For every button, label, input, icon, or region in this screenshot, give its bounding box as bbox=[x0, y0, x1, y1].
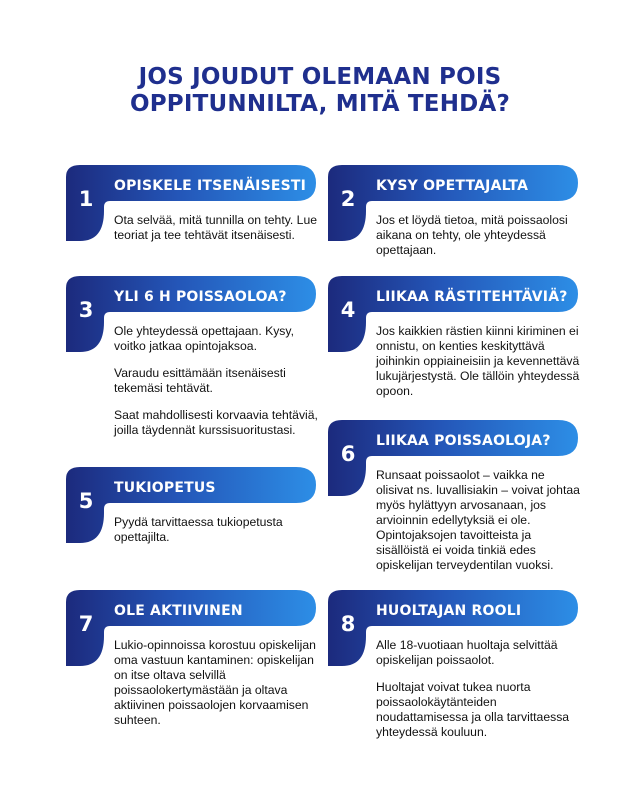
step-heading: OLE AKTIIVINEN bbox=[114, 603, 243, 619]
step-paragraph: Runsaat poissaolot – vaikka ne olisivat ns. luvallisiakin – voivat johtaa myös hylättyyn arvosanaan, jos arvioinnin edellytyksiä ei ole. Opintojaksojen tavoitteista ja sisällöistä ei voida tinkiä edes opiskelijan terveydentilan vuoksi. bbox=[376, 468, 580, 572]
step-number: 8 bbox=[340, 612, 356, 636]
step-heading: TUKIOPETUS bbox=[114, 480, 216, 496]
step-paragraph: Jos kaikkien rästien kiinni kiriminen ei onnistu, on kenties keskityttävä joihinkin oppiaineisiin ja kevennettävä lukujärjestystä. Ole tällöin yhteydessä opoon. bbox=[376, 324, 580, 398]
step-number: 5 bbox=[78, 489, 94, 513]
step-body bbox=[376, 468, 580, 573]
step-paragraph: Ota selvää, mitä tunnilla on tehty. Lue teoriat ja tee tehtävät itsenäisesti. bbox=[114, 213, 318, 242]
step-number: 6 bbox=[340, 442, 356, 466]
step-paragraph: Jos et löydä tietoa, mitä poissaolosi aikana on tehty, ole yhteydessä opettajaan. bbox=[376, 213, 568, 257]
step-body bbox=[114, 213, 318, 243]
step-paragraph: Saat mahdollisesti korvaavia tehtäviä, joilla täydennät kurssisuoritustasi. bbox=[114, 408, 318, 437]
step-body bbox=[376, 213, 580, 258]
step-paragraph: Lukio-opinnoissa korostuu opiskelijan oma vastuun kantaminen: opiskelijan on itse oltava selvillä poissaolokertymästään ja oltava aktiivinen poissaolojen korvaamisen suhteen. bbox=[114, 638, 316, 727]
step-paragraph: Alle 18-vuotiaan huoltaja selvittää opiskelijan poissaolot. bbox=[376, 638, 558, 667]
step-heading: HUOLTAJAN ROOLI bbox=[376, 603, 522, 619]
title-line-2: OPPITUNNILTA, MITÄ TEHDÄ? bbox=[129, 91, 510, 117]
step-number: 7 bbox=[78, 612, 94, 636]
step-paragraph: Varaudu esittämään itsenäisesti tekemäsi tehtävät. bbox=[114, 366, 286, 395]
step-body bbox=[376, 324, 580, 399]
step-body bbox=[114, 638, 318, 728]
step-number: 4 bbox=[340, 298, 356, 322]
step-paragraph: Pyydä tarvittaessa tukiopetusta opettajilta. bbox=[114, 515, 283, 544]
step-body bbox=[114, 324, 318, 438]
step-number: 2 bbox=[340, 187, 356, 211]
step-number: 1 bbox=[78, 187, 94, 211]
title-line-1: JOS JOUDUT OLEMAAN POIS bbox=[138, 64, 502, 90]
step-number: 3 bbox=[78, 298, 94, 322]
step-paragraph: Ole yhteydessä opettajaan. Kysy, voitko jatkaa opintojaksoa. bbox=[114, 324, 294, 353]
step-body bbox=[114, 515, 318, 545]
step-heading: LIIKAA RÄSTITEHTÄVIÄ? bbox=[376, 289, 568, 305]
step-paragraph: Huoltajat voivat tukea nuorta poissaolokäytänteiden noudattamisessa ja olla tarvittaessa yhteydessä kouluun. bbox=[376, 680, 570, 739]
step-heading: YLI 6 H POISSAOLOA? bbox=[114, 289, 287, 305]
step-heading: OPISKELE ITSENÄISESTI bbox=[114, 178, 307, 194]
step-heading: LIIKAA POISSAOLOJA? bbox=[376, 433, 551, 449]
page-title bbox=[0, 64, 640, 118]
step-heading: KYSY OPETTAJALTA bbox=[376, 178, 529, 194]
step-body bbox=[376, 638, 580, 740]
